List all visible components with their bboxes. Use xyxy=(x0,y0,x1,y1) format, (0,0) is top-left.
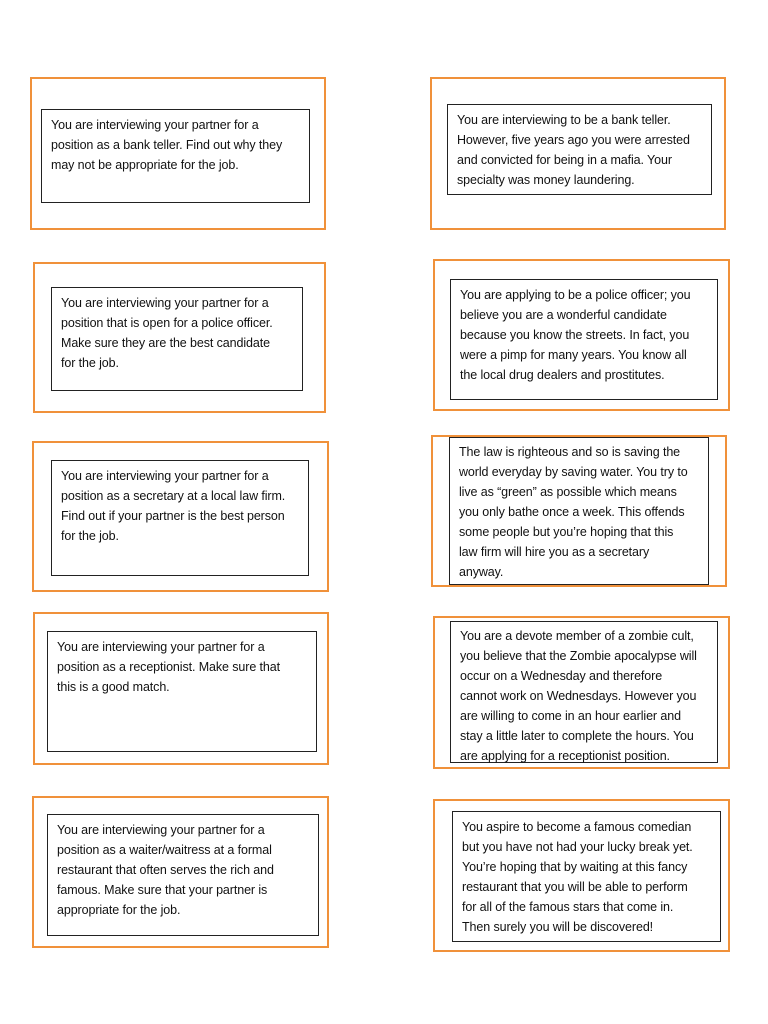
card-interviewer-waiter xyxy=(32,796,329,948)
card-interviewer-bank-teller xyxy=(30,77,326,230)
card-applicant-waiter xyxy=(433,799,730,952)
card-text: You aspire to become a famous comedian but you have not had your lucky break yet. You’re hoping that by waiting at this fancy restaurant that you will be able to perform for all of the famous stars that come in. Then surely you will be discovered! xyxy=(452,811,721,942)
card-interviewer-police-officer xyxy=(33,262,326,413)
card-text: You are interviewing your partner for a position as a receptionist. Make sure that this is a good match. xyxy=(47,631,317,752)
card-applicant-police-officer xyxy=(433,259,730,411)
card-applicant-bank-teller xyxy=(430,77,726,230)
card-text: You are interviewing your partner for a position as a bank teller. Find out why they may not be appropriate for the job. xyxy=(41,109,310,203)
card-text: You are interviewing your partner for a position that is open for a police officer. Make sure they are the best candidate for the job. xyxy=(51,287,303,391)
card-interviewer-secretary xyxy=(32,441,329,592)
card-text: The law is righteous and so is saving the world everyday by saving water. You try to live as “green” as possible which means you only bathe once a week. This offends some people but you’re hoping that this law firm will hire you as a secretary anyway. xyxy=(449,437,709,585)
card-applicant-secretary xyxy=(431,435,727,587)
card-text: You are applying to be a police officer; you believe you are a wonderful candidate because you know the streets. In fact, you were a pimp for many years. You know all the local drug dealers and prostitutes. xyxy=(450,279,718,400)
card-text: You are interviewing to be a bank teller. However, five years ago you were arrested and convicted for being in a mafia. Your specialty was money laundering. xyxy=(447,104,712,195)
card-text: You are interviewing your partner for a position as a waiter/waitress at a formal restaurant that often serves the rich and famous. Make sure that your partner is appropriate for the job. xyxy=(47,814,319,936)
card-text: You are a devote member of a zombie cult, you believe that the Zombie apocalypse will occur on a Wednesday and therefore cannot work on Wednesdays. However you are willing to come in an hour earlier and stay a little later to complete the hours. You are applying for a receptionist position. xyxy=(450,621,718,763)
card-applicant-receptionist xyxy=(433,616,730,769)
card-text: You are interviewing your partner for a position as a secretary at a local law firm. Find out if your partner is the best person for the job. xyxy=(51,460,309,576)
card-interviewer-receptionist xyxy=(33,612,329,765)
